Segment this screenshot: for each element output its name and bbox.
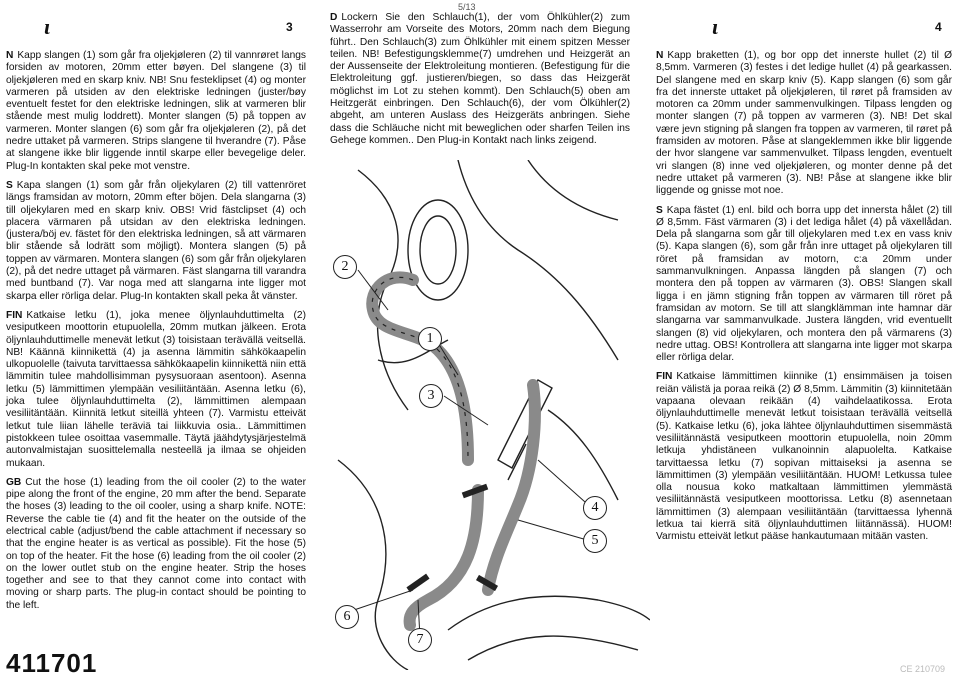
engine-outline: [468, 636, 638, 660]
article-number: 411701: [6, 648, 98, 678]
callout-2: 2: [333, 255, 357, 279]
engine-outline: [528, 160, 618, 220]
engine-heater: [498, 380, 552, 468]
left-column: [6, 50, 306, 619]
engine-outline: [458, 160, 618, 360]
engine-outline: [338, 460, 408, 670]
right-column: [656, 50, 952, 551]
language-code: GB: [6, 476, 22, 488]
engine-outline: [448, 596, 650, 630]
instruction-paragraph-fin: [656, 371, 952, 543]
installation-diagram: [318, 160, 650, 670]
page-count: 5/13: [458, 2, 476, 12]
instruction-paragraph-gb: [6, 477, 306, 612]
language-code: S: [656, 204, 663, 216]
engine-outline: [548, 410, 618, 500]
hose-6: [410, 490, 478, 625]
instruction-paragraph-s: [6, 180, 306, 303]
page-number-left: 3: [286, 20, 293, 34]
drift-symbol-left: ι: [44, 14, 51, 39]
instruction-paragraph-s: [656, 205, 952, 365]
instruction-paragraph-n: [6, 50, 306, 173]
language-code: FIN: [6, 309, 23, 321]
middle-column: [330, 12, 630, 154]
instruction-text: Kapa fästet (1) enl. bild och borra upp det innersta hålet (2) till Ø 8,5mm. Fäst värmaren (3) i det lediga hålet (4) på växellådan. Dela på slangarna som går till oljekylaren med t.ex en vass kniv (5). Kapa slangen (6), som går från inre uttaget på oljekylaren till röret på framsidan av motorn, c:a 20mm under sammanvulkningen. Anpassa längden på slangen (7) och montera den på toppen av värmaren (3). OBS! Slangen skall ligga i en jämn stigning från toppen av värmaren till röret på framsidan av motorn. Se till att slangklämman inte hamnar där slangarna var sammanvulkade. Justera längden, vrid eventuellt slangen (8) vid oljekylaren, och montera den på värmarens (3) nedre uttag. OBS! Kontrollera att slangarna inte ligger mot skarpa eller rörliga delar.: [656, 204, 952, 364]
callout-3: 3: [419, 384, 443, 408]
drift-symbol-right: ι: [712, 14, 719, 39]
leader-line: [354, 590, 413, 610]
cable-tie: [406, 574, 429, 593]
callout-1: 1: [418, 327, 442, 351]
language-code: S: [6, 179, 13, 191]
language-code: N: [656, 50, 664, 61]
instruction-text: Cut the hose (1) leading from the oil cooler (2) to the water pipe along the front of the engine, 20 mm after the bend. Separate the hoses (3) leading to the oil cooler, using a sharp knife. NOTE: Reverse the cable tie (4) and fit the heater on the outside of the electrical cable (adjust/bend the cable attachment if necessary so that the engine heater is as vertical as possible). Fit the hose (5) on top of the heater. Fit the hose (6) leading from the oil cooler (2) on the lower outlet stub on the engine heater. Strip the hoses together and see to that they cannot come into contact with moving or sharp parts. The plug-in contact should be pointing to the left.: [6, 476, 306, 611]
oil-cooler-inner: [420, 216, 456, 284]
callout-7: 7: [408, 628, 432, 652]
instruction-paragraph-fin: [6, 310, 306, 470]
ce-code: CE 210709: [900, 664, 946, 674]
callout-4: 4: [583, 496, 607, 520]
instruction-paragraph-n: [656, 50, 952, 198]
language-code: D: [330, 12, 338, 23]
callout-5: 5: [583, 529, 607, 553]
language-code: FIN: [656, 371, 673, 383]
callout-6: 6: [335, 605, 359, 629]
instruction-text: Katkaise lämmittimen kiinnike (1) ensimmäisen ja toisen reiän välistä ja poraa reikä (2) Ø 8,5mm. Lämmitin (3) kiinnitetään vapaana olevaan reikään (4) vaihdelaatikossa. Erota öljynlauhduttimelle menevät letkut toisistaan terävällä veitsellä (5). Katkaise letku (6), joka lähtee öljynlauhduttimen sisemmästä vesiliitännästä vesiputkeen moottorin etupuolella, noin 20mm letkuja yhdistäneen vulkanoinnin alapuolelta. Katkaise tarvittaessa letku (7) sopivan mittaiseksi ja asenna se lämmittimen (3) ylempään vesiliitäntään. HUOM! Letkussa tulee olla nousua koko matkaltaan lämmittimen ylemmästä vesiliitännästä vesiputkeen moottorissa. Letku (8) asennetaan lämmittimen (3) alempaan vesiliitäntään (tarvittaessa lyhennä letkua tai kierrä sitä öljynlauhduttimen liitännässä). HUOM! Varmistu etteivät letkut pääse hankautumaan mitään vasten.: [656, 371, 952, 543]
oil-cooler: [408, 200, 468, 300]
instruction-text: Kapp braketten (1), og bor opp det innerste hullet (2) til Ø 8,5mm. Varmeren (3) festes i det ledige hullet (4) på gearkassen. Del slangene med en skarp kniv (5). Kapp slangen (6) som går fra det innerste uttaket på oljekjøleren, til røret på framsiden av motoren ca 20mm under sammenvulkingen. Tilpass lengden og monter slangen (7) på toppen av varmeren (3). NB! Det skal være jevn stigning på slangen fra toppen av varmeren, til røret på framsiden av motoren. Påse at slangeklemmen ikke blir liggende der hvor slangene var sammenvulket. Tilpass lengden, eventuelt vri slangen (8) inne ved oljekjøleren, og monter denne på det nedre uttaket på varmeren (3). NB! Påse at slangene ikke blir liggende og gnisse mot noe.: [656, 50, 952, 197]
instruction-text: Katkaise letku (1), joka menee öljynlauhduttimelta (2) vesiputkeen moottorin etupuolella, 20mm mutkan jälkeen. Erota öljynlauhduttimelle menevät letkut (3) toisistaan terävällä veitsellä. NB! Käännä kiinnikettä (4) ja asenna lämmitin sähkökaapelin ulkopuolelle (taivuta tarvittaessa sähkökaapelin kiinnikettä niin että lämmitin tulee mahdollisimman pysysuoraan asentoon). Asenna letku (5) lämmittimen ylempään vesiliitäntään. Asenna letku (6), joka tulee öljynlauhduttimelta (2), lämmittimen alempaan vesiliitäntään. Kiinnitä letkut siteillä yhteen (7). Varmistu etteivät letkut tule liian lähelle teräviä tai liikkuvia osia.. Lämmittimen pistokkeen tulee osoittaa vasemmalle. Täytä jäähdytysjärjestelmä autonvalmistajan suosittelemalla nesteellä ja ilmaa se ohjeiden mukaan.: [6, 309, 306, 469]
instruction-text: Kapp slangen (1) som går fra oljekjøleren (2) til vannrøret langs forsiden av motoren, 20mm etter bøyen. Del slangene (3) til oljekjøleren med en skarp kniv. NB! Snu festeklipset (4) og monter varmeren på utsiden av den elektriske ledningen (juster/bøy eventuelt festet for den elektriske ledningen, slik at varmeren blir stående mest mulig loddrett). Monter slangen (5) på toppen av varmeren. Monter slangen (6) som går fra oljekjøleren (2), på det nedre uttaket på varmeren. Strips slangene til hverandre (7). Påse at slangene ikke blir liggende inntil skarpe eller bevegelige deler. Plug-In kontakten skal peke mot venstre.: [6, 50, 306, 172]
instruction-paragraph-d: [330, 12, 630, 147]
hose-5: [488, 385, 535, 590]
language-code: N: [6, 50, 14, 61]
page-number-right: 4: [935, 20, 942, 34]
instruction-text: Kapa slangen (1) som går från oljekylaren (2) till vattenröret längs framsidan av motorn, 20mm efter böjen. Dela slangarna (3) till oljekylaren med en skarp kniv. OBS! Vrid fästclipset (4) och placera värmaren på utsidan av den elektriska ledningen. (justera/böj ev. fästet för den elektriska ledningen, så att värmaren blir stående så lodrätt som möjligt). Montera slangen (5) på toppen av värmaren. Montera slangen (6) som går från oljekylaren (2), på det nedre uttaget på värmaren. Fäst slangarna till varandra med buntband (7). Var noga med att slangarna inte ligger mot skarpa eller rörliga delar. Plug-In kontakten skall peka åt vänster.: [6, 179, 306, 302]
instruction-text: Lockern Sie den Schlauch(1), der vom Öhlkühler(2) zum Wasserrohr am Vorseite des Motors, 20mm nach dem Biegung führt.. Den Schlauch(3) zum Öhlkühler mit einem spitzen Messer teilen. NB! Befestigungsklemme(7) umdrehen und Heizgerät an der Aussenseite der Elektroleitung montieren. (Befestigung für die Elektroleitung ggf. justieren/biegen, so dass das Heizgerät möglichst im Lot zu stehen kommt). Den Schlauch(5) oben am Heitzgerät einbringen. Den Schlauch(6), der vom Ölkühler(2) abgeht, am unteren Auslass des Heizgeräts anbringen. Siehe dass die Schläuche nicht mit beweglichen oder sharfen Teilen ins Gehege kommen.. Den Plug-in Kontakt nach links zeigend.: [330, 12, 630, 146]
